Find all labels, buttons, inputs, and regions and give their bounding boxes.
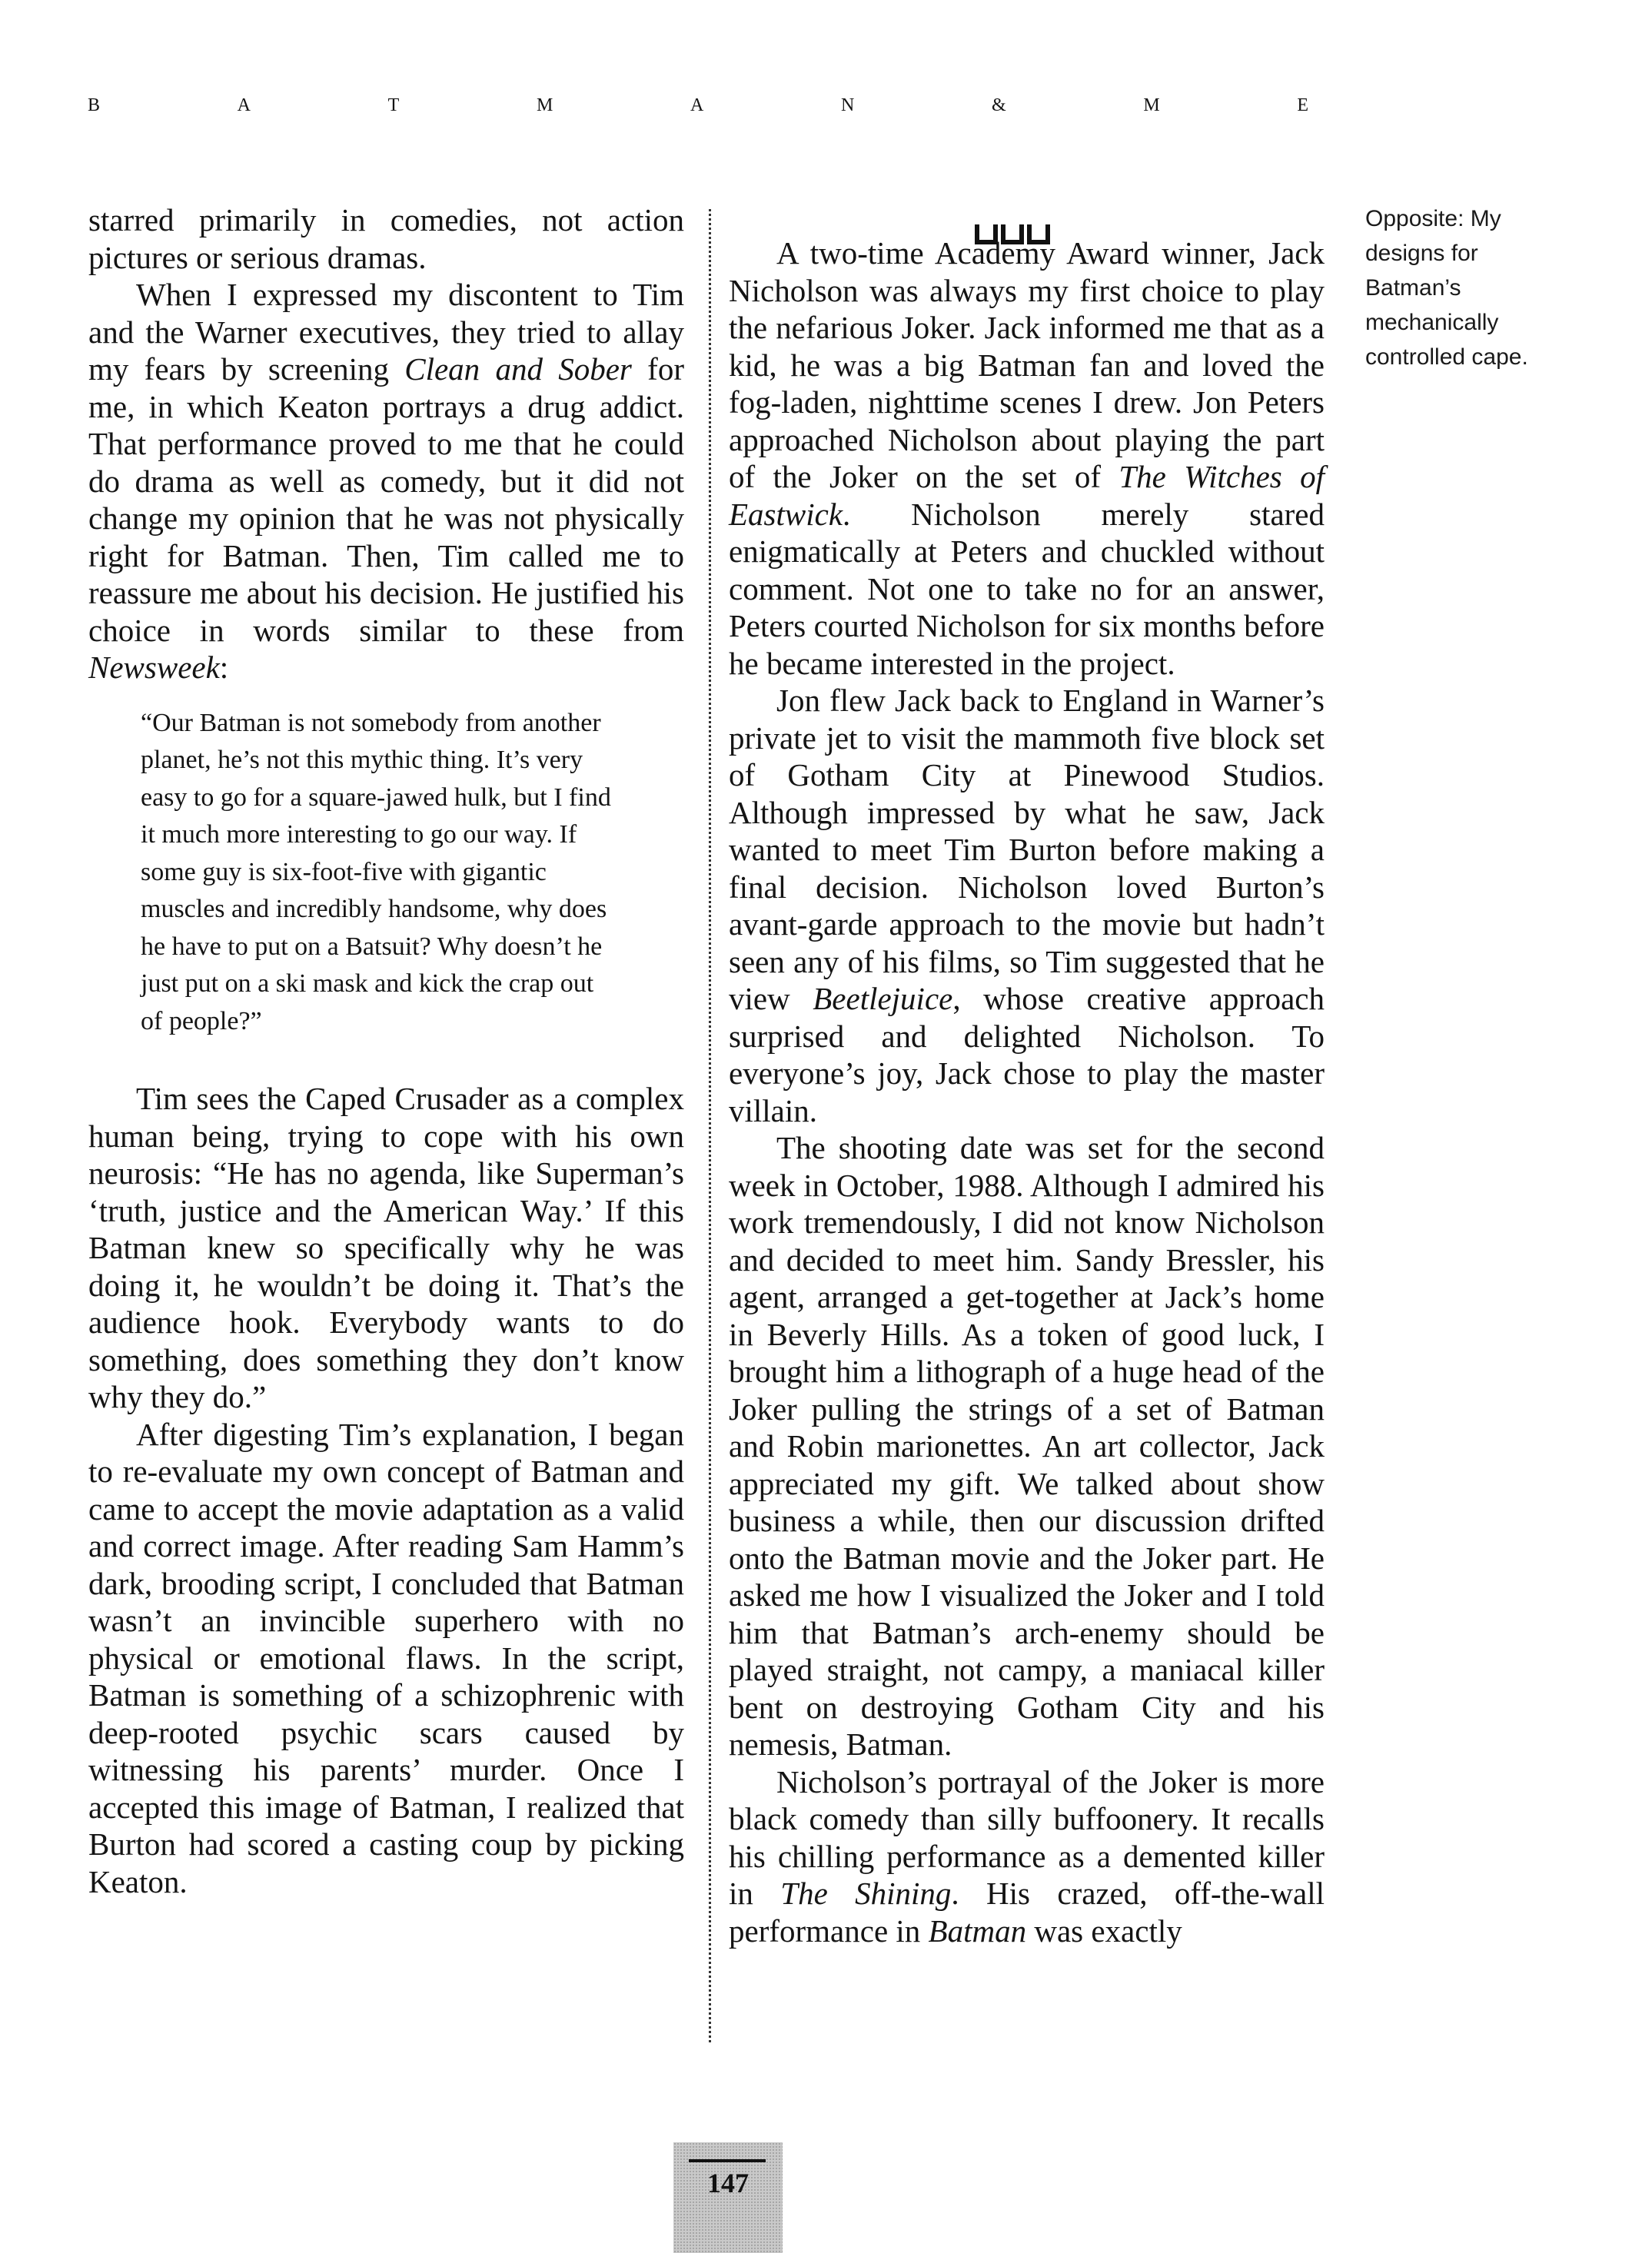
header-letter: A xyxy=(237,95,253,115)
film-title: The Shining xyxy=(780,1876,952,1911)
block-quote: “Our Batman is not somebody from another planet, he’s not this mythic thing. It’s very easy to go for a square-jawed hulk, but I find it much more interesting to go our way. If some guy is six-foot-five with gigantic muscles and incredibly handsome, why does he have to put on a Batsuit? Why doesn’t he just put on a ski mask and kick the crap out of people?” xyxy=(141,708,611,1035)
paragraph xyxy=(729,234,1325,682)
left-column xyxy=(88,201,684,1900)
text-run: When I expressed my discontent to Tim and the Warner executives, they tried to allay my fears by screening xyxy=(88,277,684,387)
text-run: was exactly xyxy=(1026,1912,1182,1949)
header-letter: E xyxy=(1297,95,1310,115)
page-number: 147 xyxy=(707,2168,749,2198)
paragraph: The shooting date was set for the second week in October, 1988. Although I admired his work tremendously, I did not know Nicholson and decided to meet him. Sandy Bressler, his agent, arranged a get-together at Jack’s home in Beverly Hills. As a token of good luck, I brought him a lithograph of a huge head of the Joker pulling the strings of a set of Batman and Robin marionettes. An art collector, Jack appreciated my gift. We talked about show business a while, then our discussion drifted onto the Batman movie and the Joker part. He asked me how I visualized the Joker and I told him that Batman’s arch-enemy should be played straight, not campy, a maniacal killer bent on destroying Gotham City and his nemesis, Batman. xyxy=(729,1130,1325,1762)
paragraph xyxy=(729,1763,1325,1950)
text-run: . His crazed, off-the-wall performance in xyxy=(729,1876,1325,1949)
paragraph: Tim sees the Caped Crusader as a complex human being, trying to cope with his own neurosis: “He has no agenda, like Superman’s ‘truth, justice and the American Way.’ If this Batman knew so specifically why he was doing it, he wouldn’t be doing it. That’s the audience hook. Everybody wants to do something, does something they don’t know why they do.” xyxy=(88,1081,684,1414)
header-letter: N xyxy=(841,95,856,115)
header-letter: M xyxy=(537,95,555,115)
header-letter: B xyxy=(88,95,102,115)
text-run: Nicholson’s portrayal of the Joker is more black comedy than silly buffoonery. It recalls his chilling performance as a demented killer in xyxy=(729,1763,1325,1911)
header-letter: T xyxy=(387,95,401,115)
running-header xyxy=(88,95,1310,116)
figure-caption: Opposite: My designs for Batman’s mechanically controlled cape. xyxy=(1365,206,1528,370)
film-title: The Witches of Eastwick xyxy=(729,459,1325,532)
header-letter: M xyxy=(1143,95,1162,115)
header-letter: & xyxy=(992,95,1008,115)
paragraph xyxy=(88,276,684,686)
header-letter: A xyxy=(690,95,706,115)
text-run: : xyxy=(219,650,229,685)
page-number-box xyxy=(673,2142,783,2253)
paragraph: After digesting Tim’s explanation, I began to re-evaluate my own concept of Batman and came to accept the movie adaptation as a valid and correct image. After reading Sam Hamm’s dark, brooding script, I concluded that Batman wasn’t an invincible superhero with no physical or emotional flaws. In the script, Batman is something of a schizophrenic with deep-rooted psychic scars caused by witnessing his parents’ murder. Once I accepted this image of Batman, I realized that Burton had scored a casting coup by picking Keaton. xyxy=(88,1416,684,1899)
column-divider xyxy=(709,209,711,2042)
paragraph: starred primarily in comedies, not action pictures or serious dramas. xyxy=(88,202,684,275)
text-run: , whose creative approach surprised and delighted Nicholson. To everyone’s joy, Jack chose to play the master villain. xyxy=(729,981,1325,1128)
text-run: for me, in which Keaton portrays a drug addict. That performance proved to me that he could do drama as well as comedy, but it did not change my opinion that he was not physically right for Batman. Then, Tim called me to reassure me about his decision. He justified his choice in words similar to these from xyxy=(88,351,684,648)
publication-title: Newsweek xyxy=(88,650,220,685)
page-number-rule xyxy=(689,2159,766,2162)
text-run: . Nicholson merely stared enigmatically at Peters and chuckled without comment. Not one to take no for an answer, Peters courted Nicholson for six months before he became interested in the project. xyxy=(729,496,1325,681)
film-title: Beetlejuice xyxy=(813,981,953,1016)
film-title: Batman xyxy=(928,1912,1027,1949)
right-column xyxy=(729,234,1325,1949)
text-run: Jon flew Jack back to England in Warner’s private jet to visit the mammoth five block set of Gotham City at Pinewood Studios. Although impressed by what he saw, Jack wanted to meet Tim Burton before making a final decision. Nicholson loved Burton’s avant-garde approach to the movie but hadn’t seen any of his films, so Tim suggested that he view xyxy=(729,683,1325,1016)
text-run: A two-time Academy Award winner, Jack Nicholson was always my first choice to play the nefarious Joker. Jack informed me that as a kid, he was a big Batman fan and loved the fog-laden, nighttime scenes I drew. Jon Peters approached Nicholson about playing the part of the Joker on the set of xyxy=(729,235,1325,494)
paragraph xyxy=(729,682,1325,1129)
film-title: Clean and Sober xyxy=(404,351,632,387)
